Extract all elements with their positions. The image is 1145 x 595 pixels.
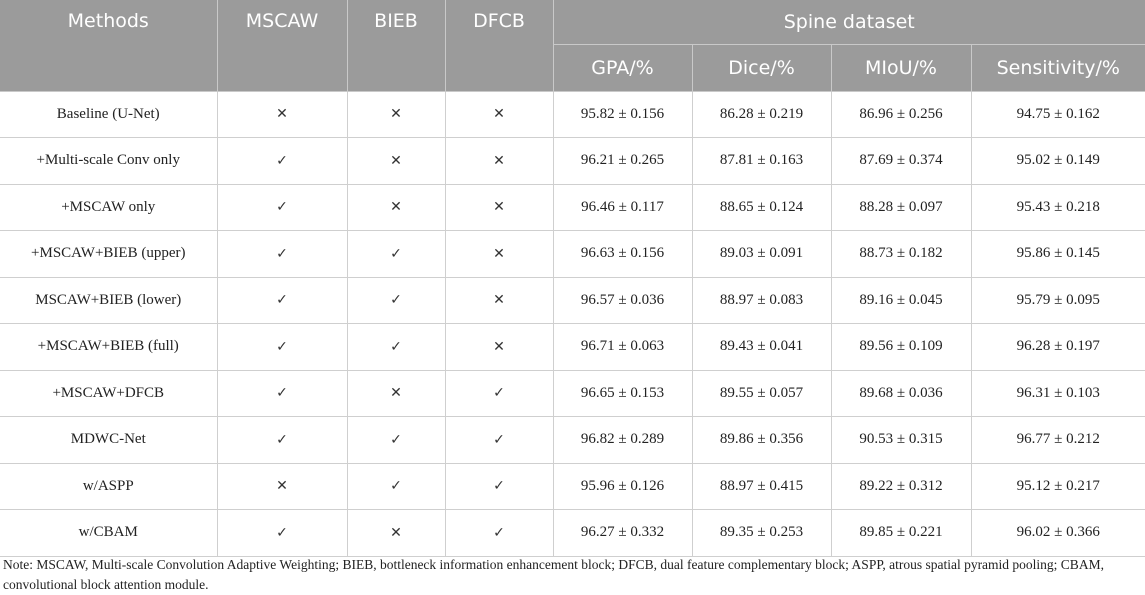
method-cell: +MSCAW+DFCB — [0, 370, 217, 417]
table-row — [0, 463, 1145, 510]
table-row — [0, 91, 1145, 138]
gpa-value: 96.46 ± 0.117 — [553, 184, 692, 231]
header-methods: Methods — [0, 0, 217, 91]
header-bieb: BIEB — [347, 0, 445, 91]
dice-value: 88.97 ± 0.083 — [692, 277, 831, 324]
sensitivity-value: 96.77 ± 0.212 — [971, 417, 1145, 464]
mscaw-mark: ✓ — [217, 417, 347, 464]
sensitivity-value: 95.79 ± 0.095 — [971, 277, 1145, 324]
gpa-value: 96.82 ± 0.289 — [553, 417, 692, 464]
table-body — [0, 91, 1145, 556]
method-cell: MSCAW+BIEB (lower) — [0, 277, 217, 324]
dice-value: 88.65 ± 0.124 — [692, 184, 831, 231]
method-cell: MDWC-Net — [0, 417, 217, 464]
gpa-value: 96.21 ± 0.265 — [553, 138, 692, 185]
dice-value: 89.55 ± 0.057 — [692, 370, 831, 417]
dice-value: 87.81 ± 0.163 — [692, 138, 831, 185]
sensitivity-value: 95.12 ± 0.217 — [971, 463, 1145, 510]
dfcb-mark: ✓ — [445, 417, 553, 464]
mscaw-mark: ✕ — [217, 463, 347, 510]
dfcb-mark: ✕ — [445, 231, 553, 278]
sensitivity-value: 96.28 ± 0.197 — [971, 324, 1145, 371]
miou-value: 86.96 ± 0.256 — [831, 91, 971, 138]
gpa-value: 95.82 ± 0.156 — [553, 91, 692, 138]
miou-value: 89.85 ± 0.221 — [831, 510, 971, 557]
gpa-value: 95.96 ± 0.126 — [553, 463, 692, 510]
header-miou: MIoU/% — [831, 44, 971, 91]
mscaw-mark: ✓ — [217, 370, 347, 417]
gpa-value: 96.57 ± 0.036 — [553, 277, 692, 324]
miou-value: 88.73 ± 0.182 — [831, 231, 971, 278]
table-row — [0, 370, 1145, 417]
mscaw-mark: ✓ — [217, 184, 347, 231]
table-row — [0, 324, 1145, 371]
method-cell: +MSCAW+BIEB (upper) — [0, 231, 217, 278]
dfcb-mark: ✕ — [445, 138, 553, 185]
method-cell: +Multi-scale Conv only — [0, 138, 217, 185]
table-row — [0, 417, 1145, 464]
gpa-value: 96.63 ± 0.156 — [553, 231, 692, 278]
gpa-value: 96.71 ± 0.063 — [553, 324, 692, 371]
dfcb-mark: ✕ — [445, 91, 553, 138]
dice-value: 86.28 ± 0.219 — [692, 91, 831, 138]
dfcb-mark: ✓ — [445, 463, 553, 510]
gpa-value: 96.65 ± 0.153 — [553, 370, 692, 417]
method-cell: +MSCAW+BIEB (full) — [0, 324, 217, 371]
mscaw-mark: ✓ — [217, 510, 347, 557]
miou-value: 89.22 ± 0.312 — [831, 463, 971, 510]
dfcb-mark: ✓ — [445, 370, 553, 417]
mscaw-mark: ✕ — [217, 91, 347, 138]
sensitivity-value: 94.75 ± 0.162 — [971, 91, 1145, 138]
dice-value: 89.86 ± 0.356 — [692, 417, 831, 464]
sensitivity-value: 95.43 ± 0.218 — [971, 184, 1145, 231]
miou-value: 89.16 ± 0.045 — [831, 277, 971, 324]
dfcb-mark: ✕ — [445, 184, 553, 231]
bieb-mark: ✓ — [347, 277, 445, 324]
gpa-value: 96.27 ± 0.332 — [553, 510, 692, 557]
table-row — [0, 277, 1145, 324]
method-cell: w/CBAM — [0, 510, 217, 557]
bieb-mark: ✕ — [347, 510, 445, 557]
header-sensitivity: Sensitivity/% — [971, 44, 1145, 91]
sensitivity-value: 96.31 ± 0.103 — [971, 370, 1145, 417]
header-mscaw: MSCAW — [217, 0, 347, 91]
miou-value: 89.68 ± 0.036 — [831, 370, 971, 417]
dice-value: 89.43 ± 0.041 — [692, 324, 831, 371]
dfcb-mark: ✕ — [445, 277, 553, 324]
mscaw-mark: ✓ — [217, 138, 347, 185]
table-row — [0, 231, 1145, 278]
method-cell: Baseline (U-Net) — [0, 91, 217, 138]
bieb-mark: ✓ — [347, 417, 445, 464]
dfcb-mark: ✓ — [445, 510, 553, 557]
bieb-mark: ✓ — [347, 231, 445, 278]
header-spine-dataset: Spine dataset — [553, 0, 1145, 44]
bieb-mark: ✕ — [347, 370, 445, 417]
miou-value: 89.56 ± 0.109 — [831, 324, 971, 371]
bieb-mark: ✓ — [347, 324, 445, 371]
table-row — [0, 184, 1145, 231]
bieb-mark: ✕ — [347, 138, 445, 185]
method-cell: w/ASPP — [0, 463, 217, 510]
dfcb-mark: ✕ — [445, 324, 553, 371]
bieb-mark: ✕ — [347, 184, 445, 231]
method-cell: +MSCAW only — [0, 184, 217, 231]
miou-value: 87.69 ± 0.374 — [831, 138, 971, 185]
table-header — [0, 0, 1145, 91]
table-note: Note: MSCAW, Multi-scale Convolution Adaptive Weighting; BIEB, bottleneck information enhancement block; DFCB, dual feature complementary block; ASPP, atrous spatial pyramid pooling; CBAM, convolutional block attention module. — [3, 557, 1104, 592]
sensitivity-value: 95.86 ± 0.145 — [971, 231, 1145, 278]
bieb-mark: ✕ — [347, 91, 445, 138]
mscaw-mark: ✓ — [217, 277, 347, 324]
sensitivity-value: 95.02 ± 0.149 — [971, 138, 1145, 185]
dice-value: 89.03 ± 0.091 — [692, 231, 831, 278]
header-row-top — [0, 0, 1145, 44]
mscaw-mark: ✓ — [217, 324, 347, 371]
miou-value: 88.28 ± 0.097 — [831, 184, 971, 231]
table-row — [0, 138, 1145, 185]
header-gpa: GPA/% — [553, 44, 692, 91]
header-dfcb: DFCB — [445, 0, 553, 91]
miou-value: 90.53 ± 0.315 — [831, 417, 971, 464]
dice-value: 89.35 ± 0.253 — [692, 510, 831, 557]
bieb-mark: ✓ — [347, 463, 445, 510]
dice-value: 88.97 ± 0.415 — [692, 463, 831, 510]
table-row — [0, 510, 1145, 557]
header-dice: Dice/% — [692, 44, 831, 91]
sensitivity-value: 96.02 ± 0.366 — [971, 510, 1145, 557]
mscaw-mark: ✓ — [217, 231, 347, 278]
